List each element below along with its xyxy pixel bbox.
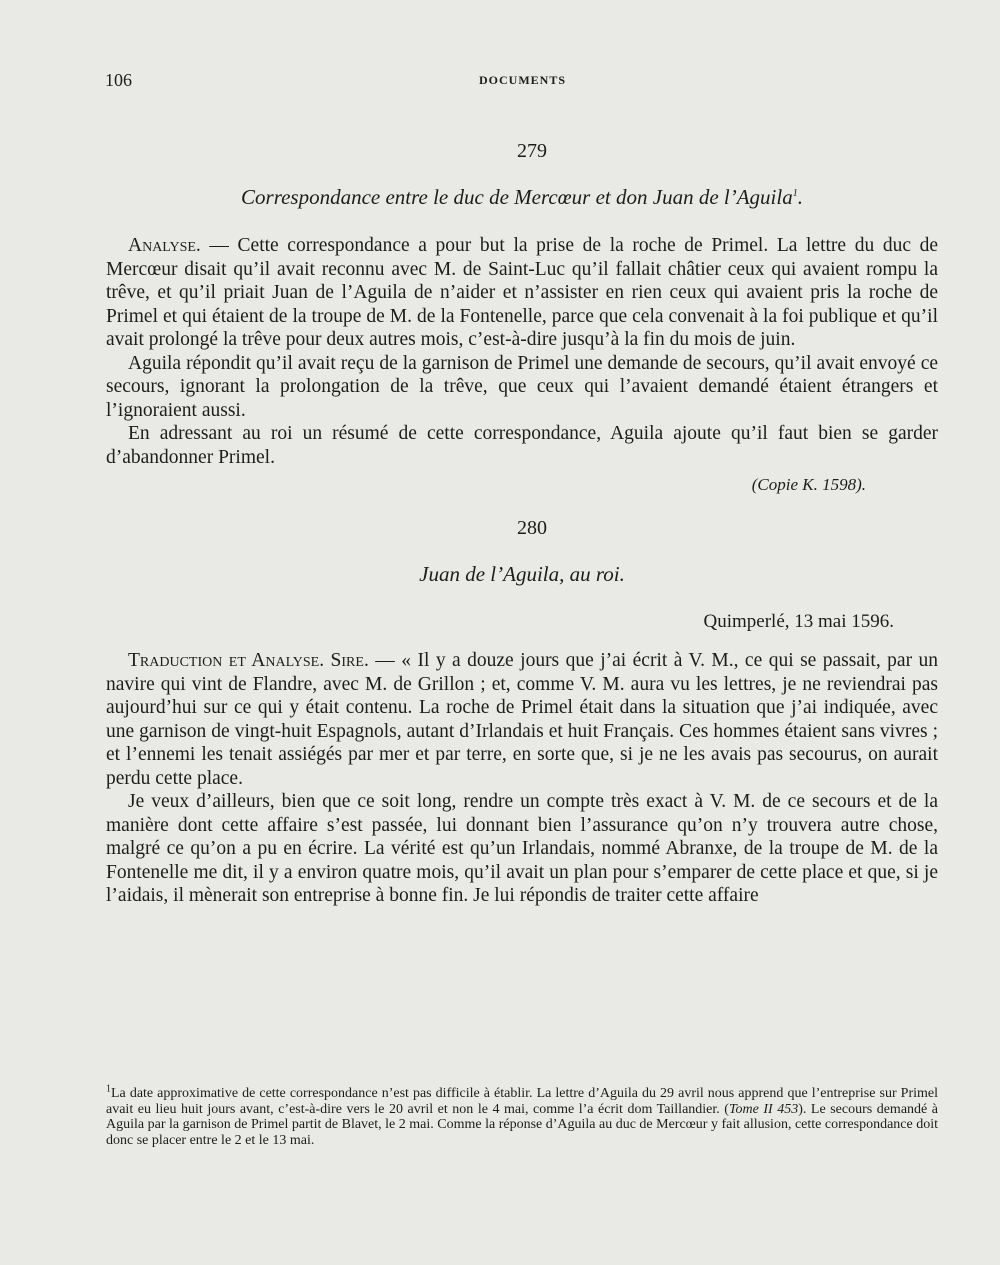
- translation-paragraph-1: [106, 649, 938, 790]
- page-number: 106: [105, 70, 132, 90]
- analysis-paragraph-3: En adressant au roi un résumé de cette correspondance, Aguila ajoute qu’il faut bien se garder d’abandonner Primel.: [106, 423, 938, 468]
- footnote-mark: 1: [106, 1083, 111, 1095]
- place-date: Quimperlé, 13 mai 1596.: [703, 611, 894, 632]
- analysis-text-1: — Cette correspondance a pour but la prise de la roche de Primel. La lettre du duc de Mercœur disait qu’il avait reconnu avec M. de Saint-Luc qu’il fallait châtier ceux qui avaient rompu la trêve, et qu’il priait Juan de l’Aguila de n’aider et n’assister en rien ceux qui avaient pris la roche de Primel et qui étaient de la troupe de M. de la Fontenelle, parce que cela convenait à la foi publique et qu’il avait prolongé la trêve pour deux autres mois, c’est-à-dire jusqu’à la fin du mois de juin.: [106, 235, 938, 350]
- document-title-279-end: .: [797, 185, 803, 209]
- footnote-reference-mark: 1: [792, 188, 798, 199]
- footnote-text: [106, 1083, 938, 1148]
- translation-text-1: — « Il y a douze jours que j’ai écrit à V. M., ce qui se passait, par un navire qui vint de Flandre, avec M. de Grillon ; et, comme V. M. aura vu les lettres, je ne reviendrai pas aujourd’hui sur ce qui y était contenu. La roche de Primel était dans la situation que j’ai indiquée, avec une garnison de vingt-huit Espagnols, autant d’Irlandais et huit Français. Ces hommes étaient sans vivres ; et l’ennemi les tenait assiégés par mer et par terre, en sorte que, si je ne les avais pas secourus, on aurait perdu cette place.: [106, 650, 939, 789]
- source-reference: (Copie K. 1598).: [751, 475, 866, 494]
- running-head: DOCUMENTS: [478, 73, 566, 87]
- translation-label: Traduction et Analyse.: [128, 650, 325, 671]
- analysis-paragraph-2: Aguila répondit qu’il avait reçu de la garnison de Primel une demande de secours, qu’il avait envoyé ce secours, ignorant la prolongation de la trêve, que ceux qui l’avaient demandé étaient étrangers et l’ignoraient aussi.: [106, 352, 938, 421]
- document-number-279: 279: [517, 140, 547, 162]
- document-title-279: [106, 185, 938, 210]
- analysis-label: Analyse.: [128, 235, 201, 256]
- page-header: [105, 70, 940, 94]
- document-title-280: Juan de l’Aguila, au roi.: [419, 562, 625, 586]
- footnote-text-b: ). Le secours demandé à Aguila par la garnison de Primel partit de Blavet, le 2 mai. Comme la réponse d’Aguila au duc de Mercœur y fait allusion, cette correspondance doit donc se placer entre le 2 et le 13 mai.: [106, 1101, 938, 1148]
- salutation: Sire.: [330, 650, 369, 671]
- document-title-279-text: Correspondance entre le duc de Mercœur et don Juan de l’Aguila: [241, 185, 793, 209]
- footnote-text-a: La date approximative de cette correspondance n’est pas difficile à établir. La lettre d’Aguila du 29 avril nous apprend que l’entreprise sur Primel avait eu lieu huit jours avant, c’est-à-dire vers le 20 avril et non le 4 mai, comme l’a écrit dom Taillandier. (: [106, 1086, 938, 1117]
- footnote: [106, 1083, 938, 1148]
- analysis-paragraph-1: [106, 234, 938, 352]
- translation-paragraph-2: Je veux d’ailleurs, bien que ce soit long, rendre un compte très exact à V. M. de ce secours et de la manière dont cette affaire s’est passée, lui donnant bien l’assurance qu’on n’y trouvera autre chose, malgré ce qu’on a pu en écrire. La vérité est qu’un Irlandais, nommé Abranxe, de la troupe de M. de la Fontenelle me dit, il y a environ quatre mois, qu’il avait un plan pour s’emparer de cette place et que, si je l’aidais, il mènerait son entreprise à bonne fin. Je lui répondis de traiter cette affaire: [106, 791, 938, 906]
- document-number-280: 280: [517, 517, 547, 539]
- page-body: [106, 140, 938, 908]
- footnote-volume-ref: Tome II 453: [728, 1101, 799, 1117]
